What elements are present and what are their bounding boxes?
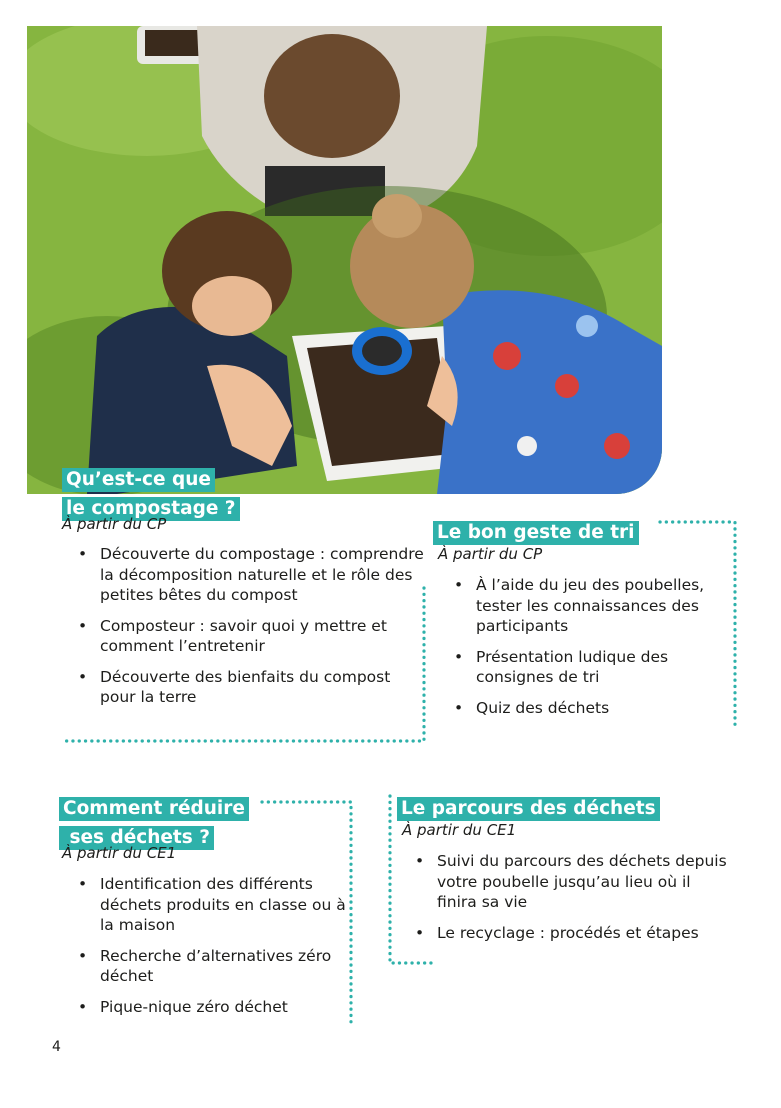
list-item: • Pique-nique zéro déchet <box>64 997 354 1018</box>
title-line: Qu’est-ce que <box>62 468 215 492</box>
section-reduire-level: À partir du CE1 <box>62 844 177 862</box>
list-item: • Découverte du compostage : comprendre la décomposition naturelle et le rôle des petites bêtes du compost <box>64 544 426 606</box>
title-line: ses déchets ? <box>59 826 214 850</box>
dotted-border-compostage <box>64 588 424 741</box>
page-number: 4 <box>52 1039 61 1055</box>
list-item: • Présentation ludique des consignes de tri <box>440 647 740 688</box>
list-item: • Suivi du parcours des déchets depuis votre poubelle jusqu’au lieu où il finira sa vie <box>401 851 731 913</box>
list-item: • Le recyclage : procédés et étapes <box>401 923 731 944</box>
title-line: le compostage ? <box>62 497 240 521</box>
dotted-border-tri <box>660 522 735 728</box>
dotted-border-reduire <box>262 802 351 1027</box>
list-item: • Composteur : savoir quoi y mettre et comment l’entretenir <box>64 616 426 657</box>
title-line: Le bon geste de tri <box>433 521 639 545</box>
list-item: • Découverte des bienfaits du compost pour la terre <box>64 667 426 708</box>
title-line: Le parcours des déchets <box>397 797 660 821</box>
section-tri-level: À partir du CP <box>438 545 543 563</box>
section-parcours-level: À partir du CE1 <box>402 821 517 839</box>
list-item: • Identification des différents déchets produits en classe ou à la maison <box>64 874 354 936</box>
section-compostage-level: À partir du CP <box>62 515 167 533</box>
list-item: • Quiz des déchets <box>440 698 740 719</box>
dotted-border-parcours <box>390 796 436 963</box>
list-item: • Recherche d’alternatives zéro déchet <box>64 946 354 987</box>
list-item: • À l’aide du jeu des poubelles, tester les connaissances des participants <box>440 575 740 637</box>
title-line: Comment réduire <box>59 797 249 821</box>
